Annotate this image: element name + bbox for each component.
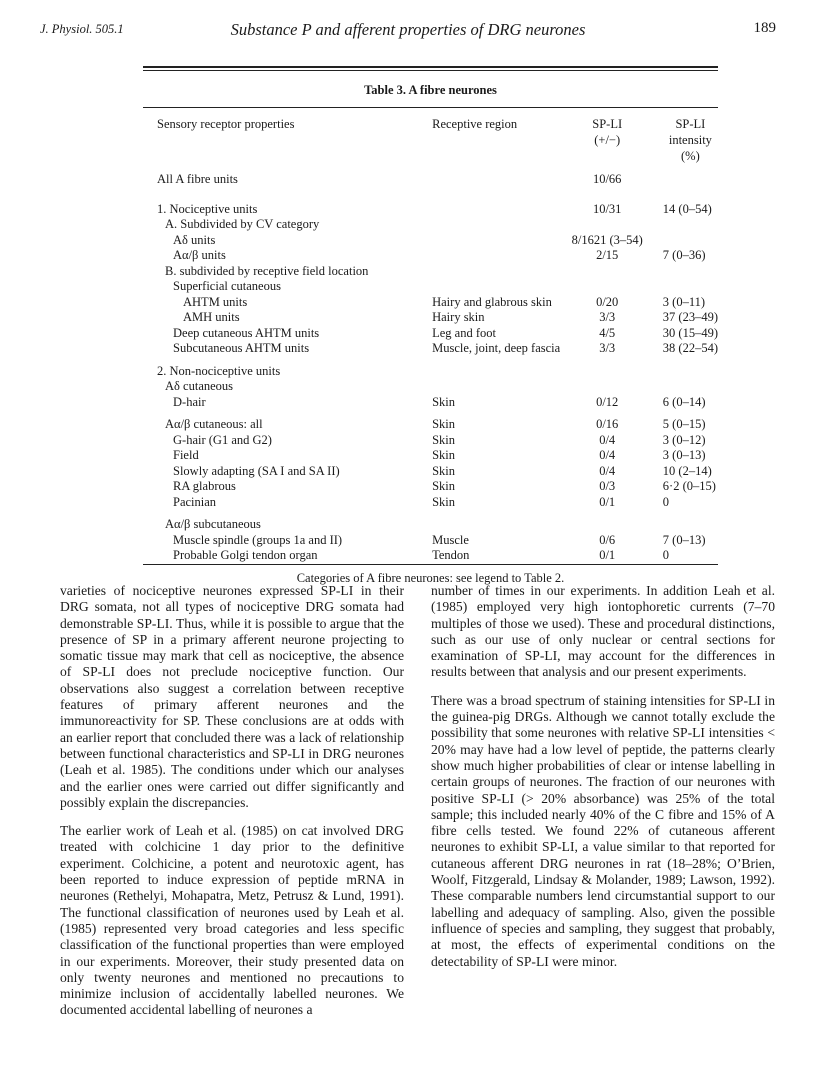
table-row bbox=[143, 479, 718, 495]
sp-li-count: 0/1 bbox=[599, 494, 616, 509]
table-row bbox=[143, 357, 718, 380]
sp-li-intensity: 14 (0–54) bbox=[662, 201, 712, 216]
right-column bbox=[431, 583, 775, 970]
receptive-region bbox=[432, 172, 571, 188]
receptive-region bbox=[432, 264, 571, 280]
sp-li-count: 0/20 bbox=[596, 294, 619, 309]
row-label: 2. Non-nociceptive units bbox=[157, 363, 281, 378]
body-paragraph: number of times in our experiments. In addition Leah et al. (1985) employed very high iontophoretic currents (7–70 multiples of those we used). These and procedural distinctions, such as our use of only nuclear or central sections for examination of SP-LI, may account for the differences in results between that analysis and our present experiments. bbox=[431, 583, 775, 680]
body-paragraph: The earlier work of Leah et al. (1985) on cat involved DRG treated with colchicine 1 day prior to the definitive experiment. Colchicine, a potent and neurotoxic agent, has been reported to induce expression of peptide mRNA in neurones (Rethelyi, Mohapatra, Metz, Petrusz & Lund, 1991). The functional classification of neurones used by Leah et al. (1985) represented very broad categories and less specific classification of the functional properties than were employed in our experiments. Moreover, their study presented data on only twenty neurones and mentioned no precautions to minimize inclusion of accidentally labelled neurones. We documented accidental labelling of neurones a bbox=[60, 823, 404, 1018]
row-label: AHTM units bbox=[183, 294, 248, 309]
sp-li-intensity bbox=[643, 379, 718, 395]
receptive-region bbox=[432, 248, 571, 264]
sp-li-count: 3/3 bbox=[599, 310, 616, 324]
receptive-region: Leg and foot bbox=[432, 325, 496, 340]
receptive-region bbox=[432, 188, 571, 218]
column-header: SP-LI intensity (%) bbox=[668, 117, 712, 163]
row-label: Aδ units bbox=[173, 232, 216, 247]
receptive-region: Skin bbox=[432, 417, 456, 431]
sp-li-intensity bbox=[643, 217, 718, 233]
receptive-region bbox=[432, 357, 571, 380]
row-label: Subcutaneous AHTM units bbox=[173, 341, 310, 355]
row-label: Field bbox=[173, 448, 199, 462]
sp-li-intensity: 30 (15–49) bbox=[662, 325, 718, 340]
receptive-region: Tendon bbox=[432, 548, 470, 562]
receptive-region bbox=[432, 379, 571, 395]
sp-li-count bbox=[572, 264, 643, 280]
sp-li-count bbox=[572, 357, 643, 380]
receptive-region: Hairy skin bbox=[432, 310, 485, 324]
row-label: RA glabrous bbox=[173, 479, 236, 493]
sp-li-count: 2/15 bbox=[596, 248, 619, 262]
table-header-row bbox=[143, 108, 718, 164]
sp-li-count: 0/1 bbox=[599, 548, 616, 562]
table-row bbox=[143, 533, 718, 549]
sp-li-count: 0/16 bbox=[596, 417, 619, 431]
receptive-region: Skin bbox=[432, 448, 456, 462]
table-row bbox=[143, 433, 718, 449]
left-column bbox=[60, 583, 404, 1019]
row-label: Aα/β units bbox=[173, 248, 226, 262]
body-paragraph: There was a broad spectrum of staining intensities for SP-LI in the guinea-pig DRGs. Although we cannot totally exclude the possibility that some neurones with relative SP-LI intensities < 20% may have had a low level of peptide, the patterns clearly show much higher probabilities of clear or intense labelling in certain groups of neurones. The fraction of our neurones with positive SP-LI (> 20% absorbance) was 25% of the total sample; this included nearly 40% of the C fibre and 15% of A fibre cells tested. We found 22% of cutaneous afferent neurones to exhibit SP-LI, a value similar to that reported for cutaneous afferent DRG neurones in rat (18–28%; O’Brien, Woolf, Fitzgerald, Lindsay & Molander, 1989; Lawson, 1992). These comparable numbers lend circumstantial support to our labelling and adequacy of sampling. Also, given the possible influence of species and sampling, they suggest that probably, at most, the effects of experimental conditions on the detectability of SP-LI were minor. bbox=[431, 692, 775, 969]
sp-li-intensity bbox=[643, 510, 718, 533]
sp-li-count: 0/6 bbox=[599, 532, 616, 547]
sp-li-intensity: 10 (2–14) bbox=[662, 463, 712, 478]
receptive-region: Skin bbox=[432, 479, 456, 493]
sp-li-intensity: 7 (0–36) bbox=[662, 248, 706, 262]
sp-li-intensity bbox=[643, 172, 718, 188]
table-3 bbox=[143, 66, 718, 586]
sp-li-count: 8/1621 (3–54) bbox=[571, 232, 643, 247]
sp-li-count bbox=[572, 510, 643, 533]
sp-li-intensity: 5 (0–15) bbox=[662, 417, 706, 431]
table-row bbox=[143, 395, 718, 411]
sp-li-count bbox=[572, 217, 643, 233]
table-row bbox=[143, 172, 718, 188]
sp-li-count: 0/12 bbox=[596, 394, 619, 409]
sp-li-intensity: 7 (0–13) bbox=[662, 532, 706, 547]
sp-li-count: 10/66 bbox=[592, 172, 622, 186]
receptive-region: Skin bbox=[432, 463, 456, 478]
table-row bbox=[143, 495, 718, 511]
row-label: Slowly adapting (SA I and SA II) bbox=[173, 463, 340, 478]
sp-li-count: 0/4 bbox=[599, 463, 616, 478]
table-row bbox=[143, 279, 718, 295]
sp-li-intensity bbox=[643, 279, 718, 295]
page-number: 189 bbox=[753, 20, 776, 36]
page-header bbox=[40, 20, 776, 42]
table-row bbox=[143, 410, 718, 433]
sp-li-intensity: 3 (0–12) bbox=[662, 432, 706, 447]
sp-li-count bbox=[572, 279, 643, 295]
sp-li-count: 10/31 bbox=[592, 201, 622, 216]
sp-li-intensity: 6 (0–14) bbox=[662, 394, 706, 409]
body-paragraph: varieties of nociceptive neurones expressed SP-LI in their DRG somata, not all types of nociceptive DRG somata had demonstrable SP-LI. Thus, while it is possible to argue that the presence of SP in a primary afferent neurone projecting to somatic tissue may mark that cell as nociceptive, the absence of SP-LI does not preclude nociceptive function. Our observations also suggest a correlation between receptive features of primary afferent neurones and the immunoreactivity for SP. These conclusions are at odds with an earlier report that concluded there was a lack of relationship between functional characteristics and SP-LI in DRG neurones (Leah et al. 1985). The conditions under which our analyses and the earlier ones were carried out differ significantly and possibly explain the discrepancies. bbox=[60, 583, 404, 810]
receptive-region bbox=[432, 233, 571, 249]
row-label: D-hair bbox=[173, 394, 206, 409]
row-label: Superficial cutaneous bbox=[173, 279, 281, 293]
sp-li-intensity: 38 (22–54) bbox=[662, 341, 718, 355]
sp-li-intensity bbox=[643, 357, 718, 380]
sp-li-intensity: 0 bbox=[662, 494, 670, 509]
table-row bbox=[143, 233, 718, 249]
receptive-region: Hairy and glabrous skin bbox=[432, 294, 552, 309]
row-label: Aα/β subcutaneous bbox=[165, 517, 261, 531]
sp-li-intensity: 6·2 (0–15) bbox=[662, 479, 716, 493]
column-header: SP-LI (+/−) bbox=[592, 117, 623, 147]
row-label: Probable Golgi tendon organ bbox=[173, 548, 318, 562]
sp-li-count: 0/4 bbox=[599, 432, 616, 447]
table-row bbox=[143, 295, 718, 311]
journal-reference: J. Physiol. 505.1 bbox=[40, 22, 124, 36]
sp-li-intensity bbox=[643, 264, 718, 280]
table-row bbox=[143, 188, 718, 218]
receptive-region bbox=[432, 279, 571, 295]
table-row bbox=[143, 464, 718, 480]
row-label: Deep cutaneous AHTM units bbox=[173, 325, 320, 340]
receptive-region: Skin bbox=[432, 494, 456, 509]
sp-li-intensity: 3 (0–13) bbox=[662, 448, 706, 462]
sp-li-count: 4/5 bbox=[599, 325, 616, 340]
row-label: All A fibre units bbox=[157, 172, 238, 186]
table-row bbox=[143, 310, 718, 326]
table-row bbox=[143, 379, 718, 395]
row-label: 1. Nociceptive units bbox=[157, 201, 258, 216]
row-label: B. subdivided by receptive field location bbox=[165, 263, 369, 278]
table-row bbox=[143, 217, 718, 233]
column-header: Sensory receptor properties bbox=[157, 117, 295, 131]
table-row bbox=[143, 248, 718, 264]
table-row bbox=[143, 448, 718, 464]
sp-li-intensity bbox=[643, 233, 718, 249]
sp-li-intensity: 0 bbox=[662, 548, 670, 562]
table-caption: Table 3. A fibre neurones bbox=[364, 83, 497, 97]
row-label: Muscle spindle (groups 1a and II) bbox=[173, 532, 343, 547]
table-row bbox=[143, 510, 718, 533]
row-label: G-hair (G1 and G2) bbox=[173, 432, 272, 447]
table-grid bbox=[143, 108, 718, 564]
table-row bbox=[143, 264, 718, 280]
sp-li-count: 3/3 bbox=[599, 341, 616, 355]
row-label: Aα/β cutaneous: all bbox=[165, 417, 263, 431]
receptive-region bbox=[432, 217, 571, 233]
row-label: Aδ cutaneous bbox=[165, 379, 234, 393]
row-label: Pacinian bbox=[173, 494, 217, 509]
receptive-region: Skin bbox=[432, 432, 456, 447]
receptive-region bbox=[432, 510, 571, 533]
sp-li-intensity: 3 (0–11) bbox=[662, 294, 706, 309]
receptive-region: Muscle bbox=[432, 532, 469, 547]
table-row bbox=[143, 326, 718, 342]
row-label: AMH units bbox=[183, 310, 240, 324]
table-body bbox=[143, 172, 718, 564]
column-header: Receptive region bbox=[432, 117, 518, 131]
receptive-region: Muscle, joint, deep fascia bbox=[432, 341, 561, 355]
sp-li-count: 0/4 bbox=[599, 448, 616, 462]
table-footnote: Categories of A fibre neurones: see legend to Table 2. bbox=[296, 570, 565, 585]
table-row bbox=[143, 548, 718, 564]
running-title: Substance P and afferent properties of DRG neurones bbox=[230, 20, 586, 39]
sp-li-count bbox=[572, 379, 643, 395]
table-row bbox=[143, 341, 718, 357]
row-label: A. Subdivided by CV category bbox=[165, 217, 320, 231]
receptive-region: Skin bbox=[432, 394, 456, 409]
sp-li-count: 0/3 bbox=[599, 479, 616, 493]
sp-li-intensity: 37 (23–49) bbox=[662, 310, 718, 324]
